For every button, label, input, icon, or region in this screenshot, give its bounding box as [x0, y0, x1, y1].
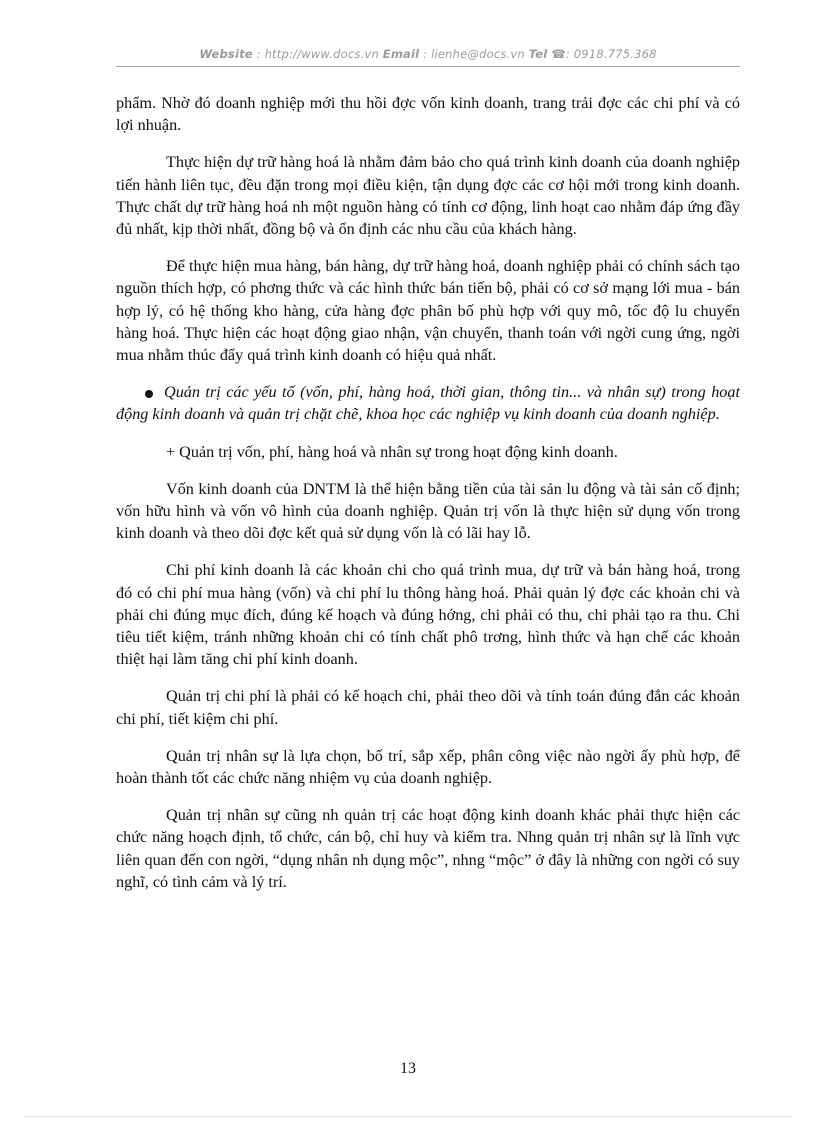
email-label: Email [382, 47, 420, 61]
page-header [116, 47, 740, 61]
header-divider [116, 66, 740, 67]
paragraph-3: Để thực hiện mua hàng, bán hàng, dự trữ hàng hoá, doanh nghiệp phải có chính sách tạo nguồn thích hợp, có phơng thức và các hình thức bán tiến bộ, phải có cơ sở mạng lới mua - bán hợp lý, có hệ thống kho hàng, cửa hàng đợc phân bố phù hợp với quy mô, tốc độ lu chuyển hàng hoá. Thực hiện các hoạt động giao nhận, vận chuyển, thanh toán với ngời cung ứng, ngời mua nhằm thúc đẩy quá trình kinh doanh có hiệu quả nhất. [116, 257, 740, 365]
bullet-text: Quản trị các yếu tố (vốn, phí, hàng hoá, thời gian, thông tin... và nhân sự) trong hoạt động kinh doanh và quản trị chặt chẽ, khoa học các nghiệp vụ kinh doanh của doanh nghiệp. [116, 383, 740, 424]
email-address: : lienhe@docs.vn [423, 47, 525, 61]
paragraph-2: Thực hiện dự trữ hàng hoá là nhằm đảm bảo cho quá trình kinh doanh của doanh nghiệp tiến hành liên tục, đều đặn trong mọi điều kiện, tận dụng đợc các cơ hội mới trong kinh doanh. Thực chất dự trữ hàng hoá nh một nguồn hàng có tính cơ động, linh hoạt cao nhằm đáp ứng đầy đủ nhất, kịp thời nhất, đồng bộ và ổn định các nhu cầu của khách hàng. [116, 153, 740, 239]
website-url: : http://www.docs.vn [256, 47, 379, 61]
website-label: Website [199, 47, 253, 61]
phone-number: : 0918.775.368 [565, 47, 657, 61]
page-number: 13 [400, 1060, 416, 1077]
paragraph-8: Quản trị nhân sự là lựa chọn, bố trí, sắp xếp, phân công việc nào ngời ấy phù hợp, để hoàn thành tốt các chức năng nhiệm vụ của doanh nghiệp. [116, 746, 740, 788]
section-heading: + Quản trị vốn, phí, hàng hoá và nhân sự trong hoạt động kinh doanh. [166, 442, 618, 461]
bullet-item [116, 381, 740, 425]
paragraph-1: phẩm. Nhờ đó doanh nghiệp mới thu hồi đợc vốn kinh doanh, trang trải đợc các chi phí và có lợi nhuận. [116, 94, 740, 135]
page-body [116, 92, 740, 908]
paragraph-6: Chi phí kinh doanh là các khoản chi cho quá trình mua, dự trữ và bán hàng hoá, trong đó có chi phí mua hàng (vốn) và chi phí lu thông hàng hoá. Phải quản lý đợc các khoản chi và phải chi đúng mục đích, đúng kế hoạch và đúng hớng, chi phải có thu, chi phải tạo ra thu. Chi tiêu tiết kiệm, tránh những khoản chi có tính chất phô trơng, hình thức và hạn chế các khoản thiệt hại làm tăng chi phí kinh doanh. [116, 561, 740, 669]
tel-label: Tel [528, 47, 548, 61]
paragraph-9: Quản trị nhân sự cũng nh quản trị các hoạt động kinh doanh khác phải thực hiện các chức năng hoạch định, tổ chức, cán bộ, chỉ huy và kiểm tra. Nhng quản trị nhân sự là lĩnh vực liên quan đến con ngời, “dụng nhân nh dụng mộc”, nhng “mộc” ở đây là những con ngời có suy nghĩ, có tình cảm và lý trí. [116, 806, 740, 891]
paragraph-7: Quản trị chi phí là phải có kế hoạch chi, phải theo dõi và tính toán đúng đắn các khoản chi phí, tiết kiệm chi phí. [116, 687, 740, 728]
footer-divider [25, 1116, 791, 1117]
phone-icon: ☎ [551, 47, 566, 61]
paragraph-5: Vốn kinh doanh của DNTM là thể hiện bằng tiền của tài sản lu động và tài sản cố định; vốn hữu hình và vốn vô hình của doanh nghiệp. Quản trị vốn là thực hiện sử dụng vốn trong kinh doanh và theo dõi đợc kết quả sử dụng vốn là có lãi hay lỗ. [116, 479, 740, 543]
